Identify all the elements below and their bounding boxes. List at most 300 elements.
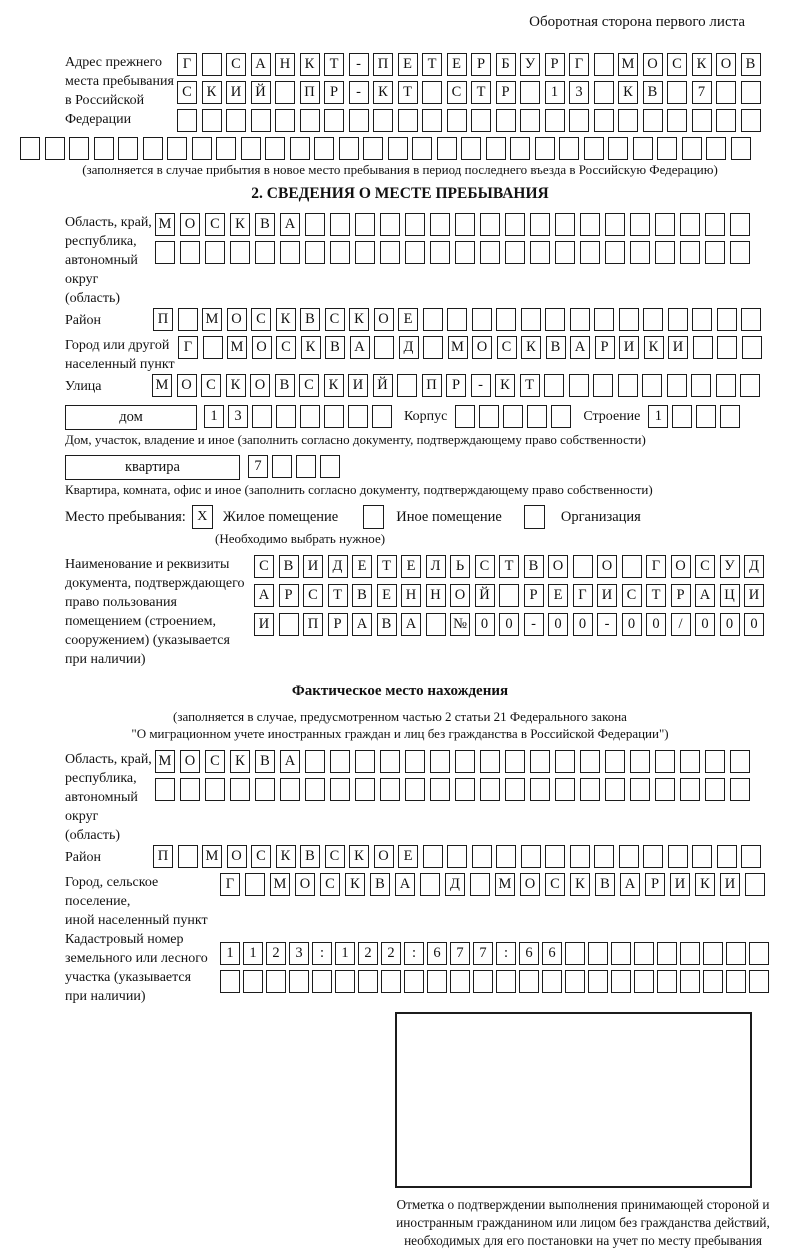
cadastral-row-1 <box>220 942 769 965</box>
form-cell: А <box>280 750 300 773</box>
form-cell <box>472 308 492 331</box>
form-cell <box>588 942 608 965</box>
house-box-label: дом <box>65 405 197 430</box>
form-cell <box>503 405 523 428</box>
label-line: автономный округ <box>65 790 138 824</box>
form-cell <box>611 942 631 965</box>
form-cell <box>594 845 614 868</box>
form-cell <box>530 778 550 801</box>
form-cell <box>570 845 590 868</box>
stroenie-label: Строение <box>583 409 641 424</box>
form-cell <box>634 970 654 993</box>
form-cell <box>726 970 746 993</box>
form-cell <box>305 241 325 264</box>
form-cell <box>657 970 677 993</box>
form-cell <box>544 374 564 397</box>
form-cell <box>521 845 541 868</box>
form-cell: С <box>320 873 340 896</box>
form-cell: 0 <box>646 613 666 636</box>
form-cell <box>594 53 614 76</box>
form-cell <box>202 109 222 132</box>
form-cell <box>741 109 761 132</box>
ownership-document-label <box>20 555 254 669</box>
form-cell <box>692 845 712 868</box>
form-cell: П <box>373 53 393 76</box>
form-cell: О <box>472 336 492 359</box>
form-cell: О <box>450 584 470 607</box>
form-cell <box>588 970 608 993</box>
form-cell: С <box>251 308 271 331</box>
form-cell <box>305 750 325 773</box>
form-cell <box>266 970 286 993</box>
label-line: Федерации <box>65 112 132 127</box>
form-cell <box>437 137 457 160</box>
actual-city-label <box>20 873 220 930</box>
form-cell <box>272 455 292 478</box>
form-cell <box>480 750 500 773</box>
form-cell <box>717 336 737 359</box>
form-cell <box>455 241 475 264</box>
actual-region-row-2 <box>155 778 750 801</box>
prev-address-row-3 <box>177 109 761 132</box>
form-cell: И <box>597 584 617 607</box>
actual-city-row <box>220 873 765 896</box>
form-cell: Р <box>328 613 348 636</box>
form-cell: П <box>303 613 323 636</box>
form-cell <box>740 374 760 397</box>
form-cell: С <box>226 53 246 76</box>
form-cell <box>520 81 540 104</box>
form-cell <box>682 137 702 160</box>
form-cell: Д <box>399 336 419 359</box>
form-cell: О <box>374 845 394 868</box>
form-cell <box>243 970 263 993</box>
form-cell: К <box>570 873 590 896</box>
form-cell: К <box>345 873 365 896</box>
form-cell: С <box>545 873 565 896</box>
form-cell <box>241 137 261 160</box>
form-cell: / <box>671 613 691 636</box>
actual-location-title: Фактическое место нахождения <box>291 683 509 699</box>
form-cell: 3 <box>228 405 248 428</box>
form-cell <box>569 374 589 397</box>
form-cell: О <box>250 374 270 397</box>
actual-region-block <box>20 750 780 845</box>
form-cell: М <box>152 374 172 397</box>
form-cell: 0 <box>720 613 740 636</box>
form-cell <box>668 845 688 868</box>
form-cell <box>741 308 761 331</box>
form-cell <box>565 942 585 965</box>
form-cell <box>404 970 424 993</box>
form-cell <box>216 137 236 160</box>
form-cell: И <box>303 555 323 578</box>
form-cell <box>480 778 500 801</box>
form-cell <box>335 970 355 993</box>
form-cell <box>275 109 295 132</box>
form-cell: Е <box>398 308 418 331</box>
form-cell: К <box>495 374 515 397</box>
form-cell: И <box>348 374 368 397</box>
document-row-2 <box>254 584 764 607</box>
form-cell: В <box>643 81 663 104</box>
form-cell: Р <box>324 81 344 104</box>
form-cell <box>703 970 723 993</box>
stroenie-cells <box>648 405 740 428</box>
form-cell <box>731 137 751 160</box>
form-cell: Р <box>471 53 491 76</box>
form-cell: - <box>349 81 369 104</box>
form-cell <box>745 873 765 896</box>
form-cell <box>496 308 516 331</box>
form-cell: О <box>252 336 272 359</box>
form-cell <box>155 241 175 264</box>
form-cell <box>280 778 300 801</box>
form-cell: В <box>524 555 544 578</box>
form-cell: К <box>324 374 344 397</box>
actual-location-note-1: (заполняется в случае, предусмотренном частью 2 статьи 21 Федерального закона <box>173 709 627 724</box>
form-cell <box>324 109 344 132</box>
label-line: Адрес прежнего <box>65 55 162 70</box>
form-cell: К <box>521 336 541 359</box>
form-cell <box>706 137 726 160</box>
form-cell <box>480 213 500 236</box>
form-cell <box>422 109 442 132</box>
form-cell: С <box>303 584 323 607</box>
form-cell <box>692 109 712 132</box>
form-cell <box>545 308 565 331</box>
form-cell: О <box>671 555 691 578</box>
form-cell <box>355 750 375 773</box>
label-line: сооружением) (указывается <box>65 633 230 648</box>
checkbox-organization <box>524 505 545 529</box>
form-cell: 1 <box>335 942 355 965</box>
form-cell: Г <box>646 555 666 578</box>
form-cell: Е <box>398 53 418 76</box>
form-cell: Й <box>251 81 271 104</box>
form-cell <box>680 970 700 993</box>
form-cell <box>630 750 650 773</box>
form-cell <box>555 213 575 236</box>
prev-address-label <box>20 53 177 129</box>
form-cell <box>657 942 677 965</box>
form-cell: Й <box>373 374 393 397</box>
form-cell <box>255 778 275 801</box>
label-line: Город или другой <box>65 338 170 353</box>
form-cell: Г <box>573 584 593 607</box>
form-cell <box>703 942 723 965</box>
form-cell: М <box>448 336 468 359</box>
form-cell: 0 <box>573 613 593 636</box>
form-cell <box>330 241 350 264</box>
form-cell <box>275 81 295 104</box>
form-cell <box>426 613 446 636</box>
actual-district-label: Район <box>65 850 101 865</box>
form-cell: О <box>374 308 394 331</box>
form-cell <box>580 213 600 236</box>
form-cell: М <box>202 845 222 868</box>
form-cell <box>496 109 516 132</box>
form-cell <box>461 137 481 160</box>
form-cell <box>668 308 688 331</box>
form-cell: 3 <box>289 942 309 965</box>
form-cell <box>178 308 198 331</box>
form-cell: Р <box>545 53 565 76</box>
actual-district-row <box>153 845 761 868</box>
form-cell <box>252 405 272 428</box>
ownership-document-rows <box>254 555 764 642</box>
form-cell: В <box>255 213 275 236</box>
form-cell: С <box>205 213 225 236</box>
form-cell: Е <box>398 845 418 868</box>
option-organization-label: Организация <box>560 508 641 525</box>
form-cell: 1 <box>220 942 240 965</box>
form-cell: - <box>349 53 369 76</box>
form-cell: 0 <box>622 613 642 636</box>
form-cell <box>730 778 750 801</box>
form-cell <box>630 213 650 236</box>
form-cell: С <box>299 374 319 397</box>
form-cell <box>177 109 197 132</box>
stay-type-label: Место пребывания: <box>65 508 186 525</box>
checkbox-residential: X <box>192 505 213 529</box>
form-cell <box>496 845 516 868</box>
form-cell: 6 <box>519 942 539 965</box>
form-cell <box>380 213 400 236</box>
form-cell <box>202 53 222 76</box>
stamp-caption: Отметка о подтверждении выполнения принимающей стороной и иностранным гражданином или лицом без гражданства действий, необходимых для его постановки на учет по месту пребывания <box>396 1197 770 1248</box>
form-cell: А <box>620 873 640 896</box>
form-cell <box>605 750 625 773</box>
prev-address-row-4 <box>20 137 780 160</box>
actual-region-label <box>20 750 155 845</box>
form-cell: О <box>520 873 540 896</box>
form-cell <box>430 778 450 801</box>
label-line: при наличии) <box>65 652 146 667</box>
form-cell <box>717 308 737 331</box>
form-cell <box>555 778 575 801</box>
actual-region-rows <box>155 750 750 806</box>
document-row-1 <box>254 555 764 578</box>
form-cell <box>510 137 530 160</box>
district-label: Район <box>65 313 101 328</box>
form-cell: Т <box>520 374 540 397</box>
house-number-cells <box>204 405 392 428</box>
form-cell <box>680 750 700 773</box>
cadastral-block <box>20 930 780 1006</box>
form-cell: : <box>496 942 516 965</box>
form-cell <box>520 109 540 132</box>
label-line: республика, <box>65 771 137 786</box>
form-cell: С <box>177 81 197 104</box>
form-cell <box>265 137 285 160</box>
form-cell: : <box>312 942 332 965</box>
form-cell: А <box>570 336 590 359</box>
form-cell <box>693 336 713 359</box>
form-cell <box>455 405 475 428</box>
form-cell: Р <box>496 81 516 104</box>
form-cell <box>692 308 712 331</box>
form-cell <box>530 241 550 264</box>
form-cell: М <box>618 53 638 76</box>
form-cell: К <box>230 750 250 773</box>
form-cell <box>642 374 662 397</box>
form-cell: - <box>524 613 544 636</box>
apartment-note: Квартира, комната, офис и иное (заполнить согласно документу, подтверждающему право собственности) <box>65 482 653 497</box>
form-cell <box>423 336 443 359</box>
form-cell <box>363 137 383 160</box>
form-cell: К <box>373 81 393 104</box>
form-cell <box>94 137 114 160</box>
form-cell: А <box>401 613 421 636</box>
form-cell <box>594 81 614 104</box>
street-label: Улица <box>65 379 102 394</box>
form-cell <box>380 750 400 773</box>
form-cell: Д <box>744 555 764 578</box>
form-cell: В <box>279 555 299 578</box>
region-row-1 <box>155 213 750 236</box>
form-cell <box>655 750 675 773</box>
form-cell: С <box>475 555 495 578</box>
form-cell: Р <box>645 873 665 896</box>
actual-city-block <box>20 873 780 930</box>
form-cell: А <box>695 584 715 607</box>
checkbox-other-premises <box>363 505 384 529</box>
form-cell <box>45 137 65 160</box>
form-cell: Т <box>377 555 397 578</box>
form-cell <box>300 109 320 132</box>
form-cell: С <box>497 336 517 359</box>
form-cell: 2 <box>266 942 286 965</box>
label-line: документа, подтверждающего <box>65 576 245 591</box>
prev-address-row-2 <box>177 81 761 104</box>
form-cell: А <box>254 584 274 607</box>
form-cell: : <box>404 942 424 965</box>
form-cell <box>705 241 725 264</box>
form-cell <box>155 778 175 801</box>
form-cell <box>374 336 394 359</box>
form-cell: Н <box>401 584 421 607</box>
form-cell <box>348 405 368 428</box>
label-line: Наименование и реквизиты <box>65 557 230 572</box>
form-cell <box>643 308 663 331</box>
form-cell <box>255 241 275 264</box>
form-cell <box>358 970 378 993</box>
form-cell: С <box>667 53 687 76</box>
form-cell <box>373 109 393 132</box>
form-cell <box>312 970 332 993</box>
form-cell: - <box>597 613 617 636</box>
form-cell: Т <box>646 584 666 607</box>
form-cell <box>296 455 316 478</box>
form-cell: 1 <box>204 405 224 428</box>
form-cell <box>630 778 650 801</box>
city-label <box>20 336 178 374</box>
form-cell: 0 <box>695 613 715 636</box>
form-cell: 0 <box>475 613 495 636</box>
form-cell <box>530 750 550 773</box>
form-cell <box>496 970 516 993</box>
form-cell: С <box>205 750 225 773</box>
form-cell: Р <box>279 584 299 607</box>
actual-region-row-1 <box>155 750 750 773</box>
form-cell <box>203 336 223 359</box>
form-cell: К <box>692 53 712 76</box>
form-cell <box>180 241 200 264</box>
form-cell: В <box>255 750 275 773</box>
street-block <box>20 374 780 402</box>
page-side-note: Оборотная сторона первого листа <box>529 14 745 30</box>
form-cell: С <box>251 845 271 868</box>
apartment-block <box>65 455 780 480</box>
street-row <box>152 374 760 397</box>
region-rows <box>155 213 750 269</box>
form-cell <box>720 405 740 428</box>
form-cell <box>372 405 392 428</box>
form-cell <box>339 137 359 160</box>
form-cell <box>388 137 408 160</box>
form-cell <box>527 405 547 428</box>
form-cell <box>470 873 490 896</box>
form-cell <box>535 137 555 160</box>
label-line: (область) <box>65 828 121 843</box>
form-cell: Л <box>426 555 446 578</box>
form-cell <box>555 241 575 264</box>
form-cell: В <box>300 845 320 868</box>
ownership-document-block <box>20 555 780 669</box>
form-cell <box>667 374 687 397</box>
form-cell <box>305 213 325 236</box>
form-cell <box>505 750 525 773</box>
form-cell <box>716 109 736 132</box>
form-cell <box>742 336 762 359</box>
form-cell: К <box>301 336 321 359</box>
form-cell: Г <box>220 873 240 896</box>
form-cell <box>749 970 769 993</box>
form-cell <box>551 405 571 428</box>
form-cell: Д <box>328 555 348 578</box>
form-cell <box>593 374 613 397</box>
form-cell: В <box>595 873 615 896</box>
house-note: Дом, участок, владение и иное (заполнить согласно документу, подтверждающему право собственности) <box>65 432 646 447</box>
form-cell <box>619 845 639 868</box>
form-cell: Г <box>178 336 198 359</box>
form-cell <box>611 970 631 993</box>
form-cell: В <box>300 308 320 331</box>
form-cell <box>655 213 675 236</box>
label-line: Область, край, <box>65 215 152 230</box>
form-cell: 0 <box>744 613 764 636</box>
form-cell: Д <box>445 873 465 896</box>
form-cell <box>705 750 725 773</box>
form-cell: Т <box>328 584 348 607</box>
form-cell: А <box>352 613 372 636</box>
form-cell: 0 <box>499 613 519 636</box>
form-cell <box>680 241 700 264</box>
form-cell <box>279 613 299 636</box>
form-cell: К <box>695 873 715 896</box>
form-cell <box>573 555 593 578</box>
form-cell: 7 <box>692 81 712 104</box>
form-cell <box>726 942 746 965</box>
form-cell <box>276 405 296 428</box>
form-cell <box>230 778 250 801</box>
form-cell: А <box>350 336 370 359</box>
form-cell <box>178 845 198 868</box>
form-cell: П <box>153 308 173 331</box>
form-cell: К <box>644 336 664 359</box>
form-cell <box>545 109 565 132</box>
